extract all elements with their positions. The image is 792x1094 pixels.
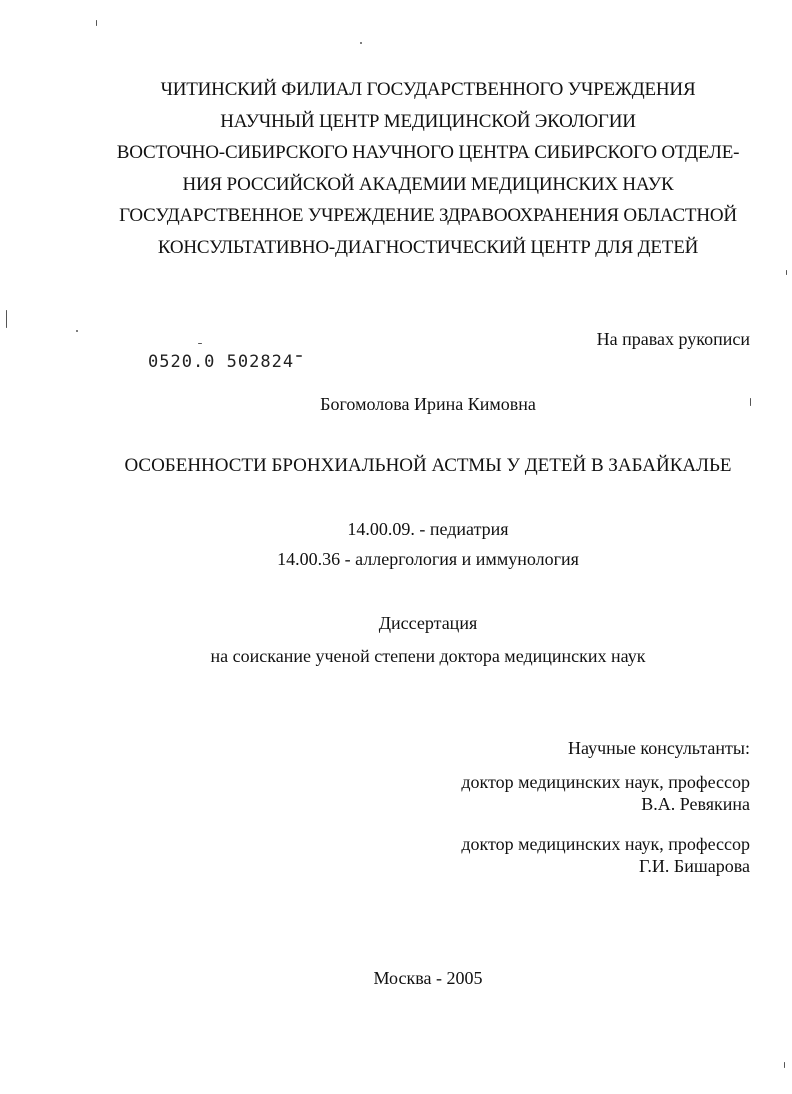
consultant-1-name: В.А. Ревякина [641, 794, 750, 814]
city-year: Москва - 2005 [373, 968, 483, 988]
specialty-allergology: 14.00.36 - аллергология и иммунология [277, 549, 579, 569]
scan-speck [96, 20, 97, 26]
institution-header [0, 74, 792, 264]
dissertation-title: ОСОБЕННОСТИ БРОНХИАЛЬНОЙ АСТМЫ У ДЕТЕЙ В ЗАБАЙКАЛЬЕ [124, 455, 732, 476]
header-line-4: НИЯ РОССИЙСКОЙ АКАДЕМИИ МЕДИЦИНСКИХ НАУК [182, 173, 674, 195]
scan-speck [76, 330, 78, 332]
specialty-pediatrics: 14.00.09. - педиатрия [347, 519, 509, 539]
scan-speck [786, 270, 787, 275]
header-line-3: ВОСТОЧНО-СИБИРСКОГО НАУЧНОГО ЦЕНТРА СИБИРСКОГО ОТДЕЛЕ- [116, 142, 740, 164]
rights-note: На правах рукописи [596, 329, 750, 349]
consultant-2-name: Г.И. Бишарова [639, 856, 750, 876]
degree-line: на соискание ученой степени доктора медицинских наук [210, 646, 646, 666]
scan-speck [198, 343, 202, 344]
scan-speck [296, 355, 302, 357]
archive-number-stamp: 0520.0 502824 [148, 352, 295, 372]
consultants-label: Научные консультанты: [568, 738, 750, 758]
scan-speck [360, 42, 362, 44]
scan-speck [6, 310, 7, 328]
header-line-1: ЧИТИНСКИЙ ФИЛИАЛ ГОСУДАРСТВЕННОГО УЧРЕЖДЕНИЯ [160, 79, 696, 100]
scan-speck [784, 1062, 785, 1068]
header-line-5: ГОСУДАРСТВЕННОЕ УЧРЕЖДЕНИЕ ЗДРАВООХРАНЕНИЯ ОБЛАСТНОЙ [119, 205, 737, 227]
consultant-2-title: доктор медицинских наук, профессор [461, 834, 750, 854]
consultant-1 [461, 771, 750, 815]
header-line-2: НАУЧНЫЙ ЦЕНТР МЕДИЦИНСКОЙ ЭКОЛОГИИ [220, 110, 636, 132]
consultant-1-title: доктор медицинских наук, профессор [461, 772, 750, 792]
scan-speck [750, 398, 751, 406]
document-type: Диссертация [378, 613, 478, 633]
consultant-2 [461, 833, 750, 877]
author-name: Богомолова Ирина Кимовна [320, 394, 536, 414]
header-line-6: КОНСУЛЬТАТИВНО-ДИАГНОСТИЧЕСКИЙ ЦЕНТР ДЛЯ ДЕТЕЙ [157, 236, 699, 258]
